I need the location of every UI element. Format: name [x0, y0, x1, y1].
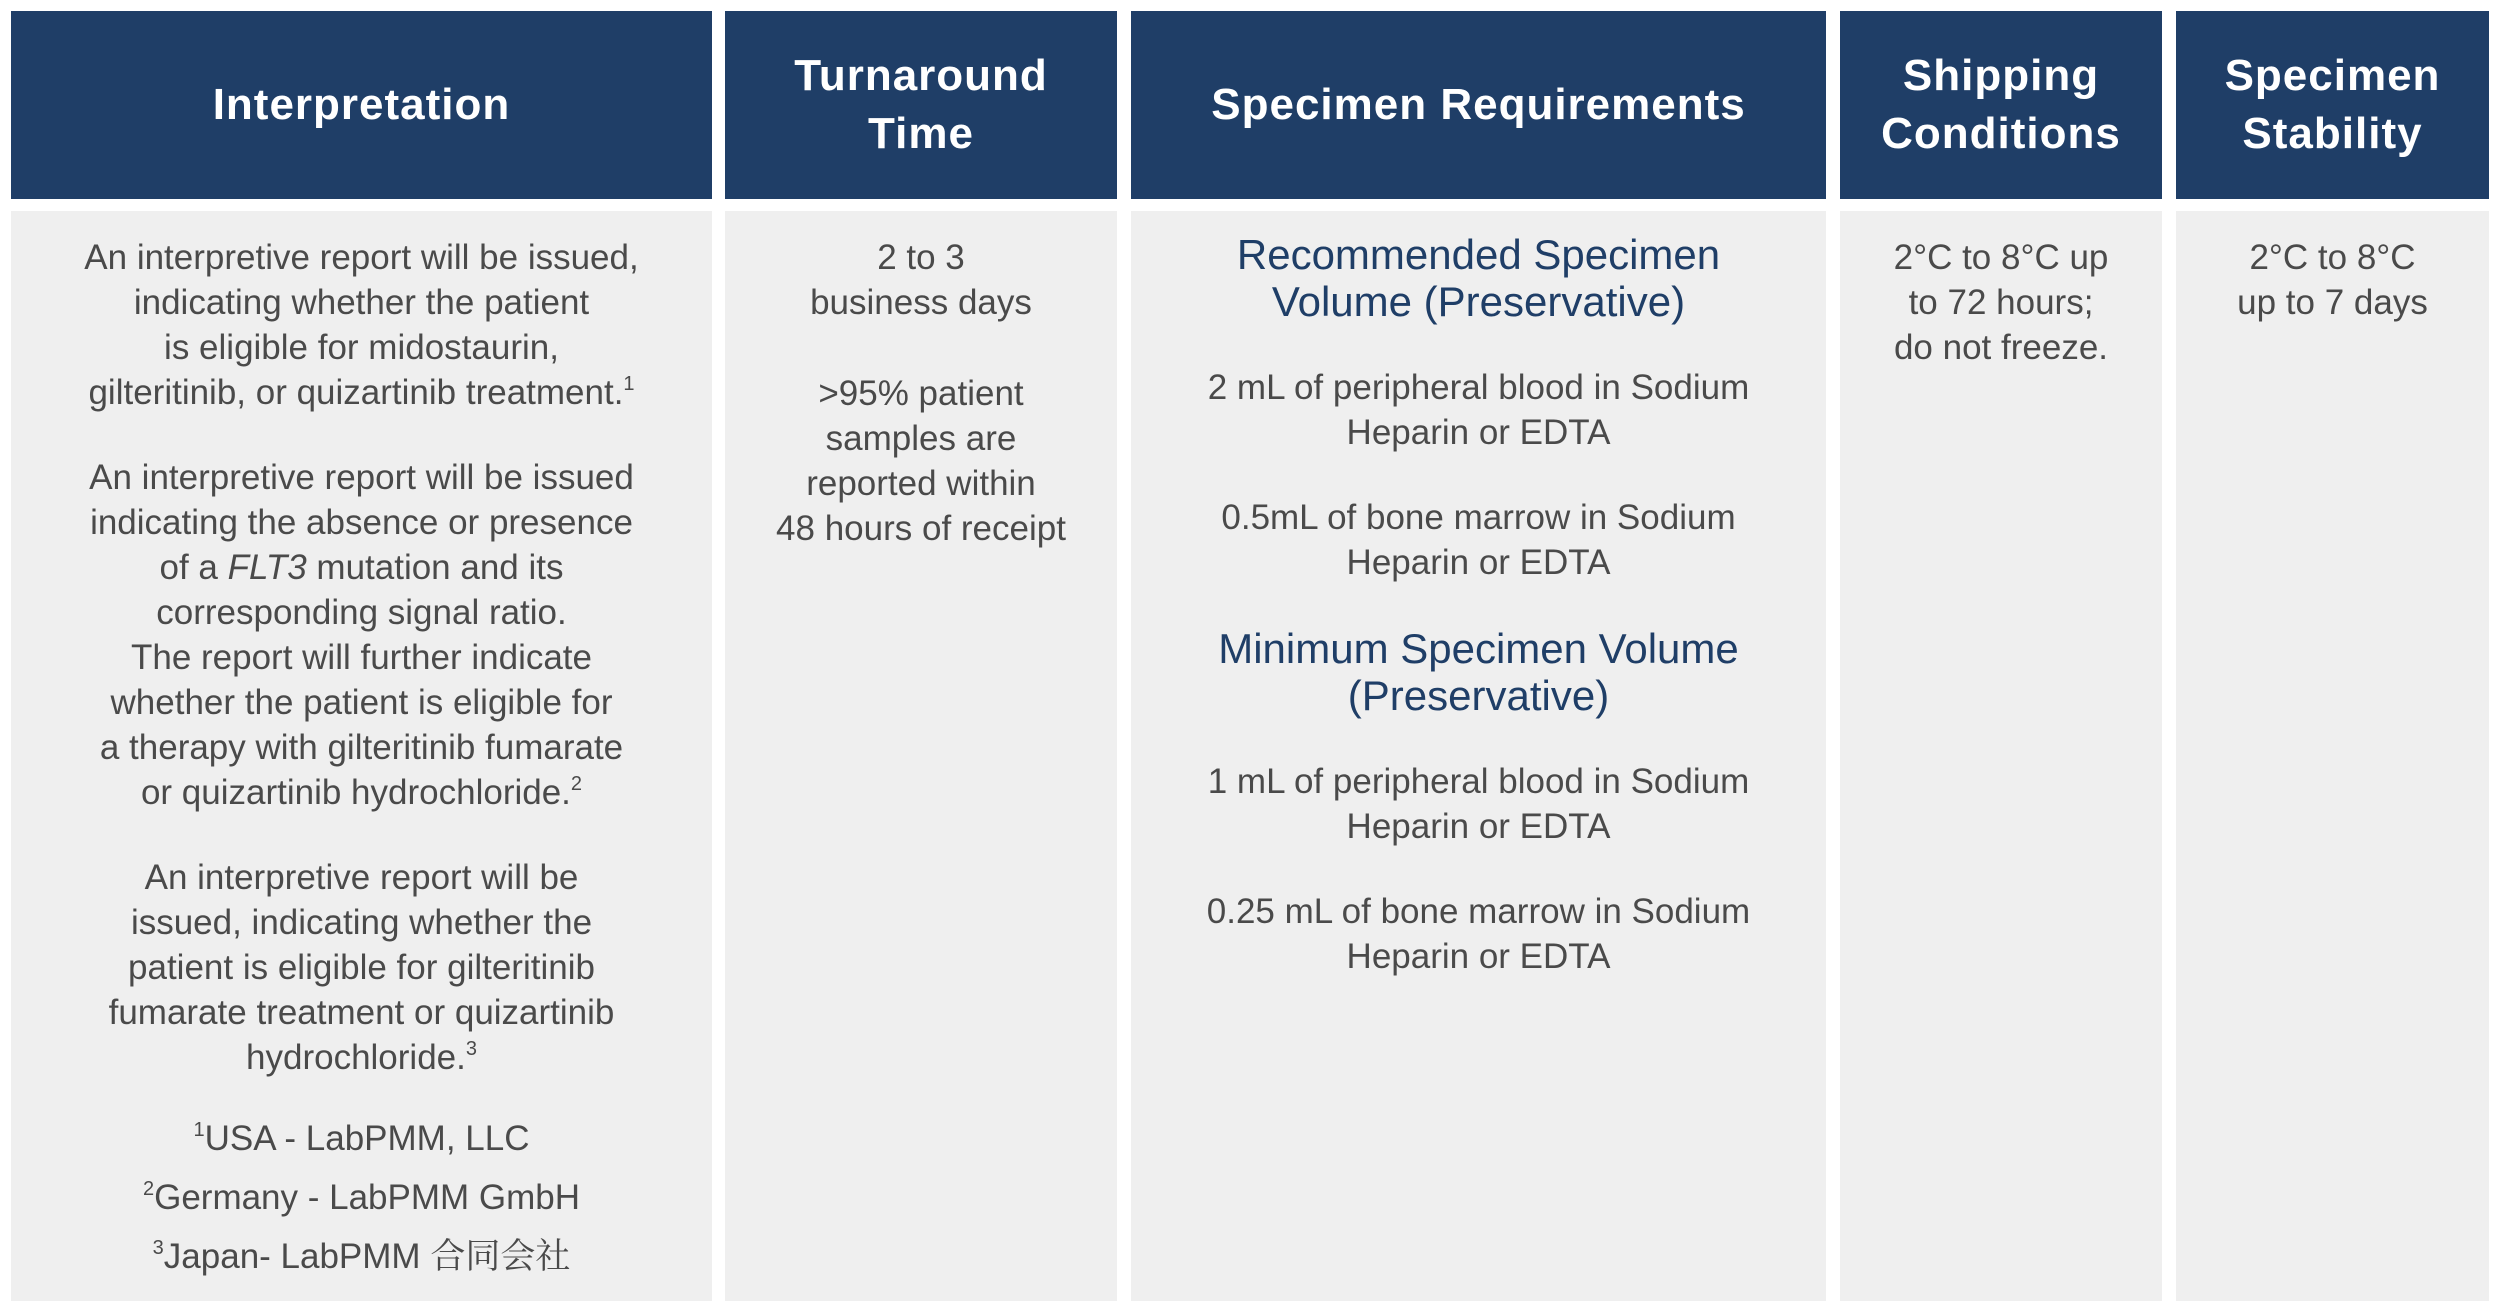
text-line: to 72 hours;: [1908, 283, 2094, 322]
header-line: Shipping: [1902, 51, 2100, 100]
stability-text: [2176, 235, 2489, 325]
footnote-marker: 1: [623, 373, 635, 395]
interpretation-body: [11, 211, 712, 1301]
minimum-item-blood: [1131, 759, 1826, 849]
text-line: [11, 770, 712, 815]
column-shipping-conditions: [1840, 11, 2162, 1301]
lab-name: Germany - LabPMM GmbH: [154, 1178, 581, 1217]
text-line: Heparin or EDTA: [1346, 413, 1611, 452]
footnote-marker: 2: [142, 1178, 155, 1200]
text-line: 0.25 mL of bone marrow in Sodium: [1206, 892, 1751, 931]
heading-line: Minimum Specimen Volume: [1218, 625, 1739, 672]
text-line: 0.5mL of bone marrow in Sodium: [1221, 498, 1736, 537]
header-shipping-conditions: [1840, 11, 2162, 199]
lab-footnote-japan: [11, 1234, 712, 1279]
text-line: An interpretive report will be issued: [89, 458, 634, 497]
text-fragment: mutation and its: [306, 548, 564, 587]
column-turnaround-time: [725, 11, 1117, 1301]
text-line: Heparin or EDTA: [1346, 807, 1611, 846]
gene-name: FLT3: [227, 548, 307, 587]
text-fragment: of a: [159, 548, 228, 587]
minimum-item-marrow: [1131, 889, 1826, 979]
text-line: The report will further indicate: [130, 638, 593, 677]
text-line: [11, 545, 712, 590]
header-line: Turnaround: [794, 51, 1048, 100]
lab-footnote-usa: [11, 1116, 712, 1161]
text-line: An interpretive report will be issued,: [84, 238, 639, 277]
column-interpretation: [11, 11, 712, 1301]
text-line: >95% patient: [818, 374, 1024, 413]
column-specimen-requirements: [1131, 11, 1826, 1301]
header-specimen-requirements: [1131, 11, 1826, 199]
lab-footnotes: [11, 1116, 712, 1279]
text-line: issued, indicating whether the: [130, 903, 593, 942]
text-line: patient is eligible for gilteritinib: [128, 948, 595, 987]
column-specimen-stability: [2176, 11, 2489, 1301]
footnote-marker: 1: [193, 1119, 205, 1141]
header-interpretation: [11, 11, 712, 199]
text-line: 2 to 3: [877, 238, 965, 277]
heading-line: (Preservative): [1347, 672, 1610, 719]
header-line: Specimen Requirements: [1211, 80, 1746, 129]
header-line: Conditions: [1881, 109, 2121, 158]
heading-line: Recommended Specimen: [1236, 231, 1721, 278]
lab-footnote-germany: [11, 1175, 712, 1220]
recommended-item-marrow: [1131, 495, 1826, 585]
text-line: Heparin or EDTA: [1346, 937, 1611, 976]
text-line: 2°C to 8°C: [2249, 238, 2416, 277]
shipping-text: [1840, 235, 2162, 370]
text-line: 1 mL of peripheral blood in Sodium: [1207, 762, 1750, 801]
stability-body: [2176, 211, 2489, 1301]
text-fragment: hydrochloride.: [246, 1038, 466, 1077]
text-line: a therapy with gilteritinib fumarate: [99, 728, 624, 767]
text-line: 48 hours of receipt: [776, 509, 1066, 548]
footnote-marker: 3: [465, 1038, 477, 1060]
text-line: up to 7 days: [2237, 283, 2428, 322]
text-fragment: gilteritinib, or quizartinib treatment.: [88, 373, 624, 412]
text-line: 2 mL of peripheral blood in Sodium: [1207, 368, 1750, 407]
specimen-body: [1131, 211, 1826, 1301]
text-line: [11, 1035, 712, 1080]
text-line: indicating whether the patient: [133, 283, 590, 322]
text-line: reported within: [806, 464, 1036, 503]
recommended-volume-heading: [1131, 231, 1826, 325]
shipping-body: [1840, 211, 2162, 1301]
text-line: samples are: [825, 419, 1017, 458]
footnote-marker: 3: [152, 1237, 164, 1259]
text-line: is eligible for midostaurin,: [164, 328, 559, 367]
header-specimen-stability: [2176, 11, 2489, 199]
text-line: corresponding signal ratio.: [156, 593, 567, 632]
text-line: do not freeze.: [1893, 328, 2109, 367]
text-line: fumarate treatment or quizartinib: [108, 993, 615, 1032]
text-line: [11, 370, 712, 415]
recommended-item-blood: [1131, 365, 1826, 455]
header-line: Stability: [2242, 109, 2423, 158]
turnaround-days: [725, 235, 1117, 325]
turnaround-percentage: [725, 371, 1117, 551]
text-line: indicating the absence or presence: [90, 503, 633, 542]
footnote-marker: 2: [570, 773, 583, 795]
header-line: Time: [868, 109, 974, 158]
lab-name: Japan- LabPMM 合同会社: [163, 1237, 571, 1276]
text-line: Heparin or EDTA: [1346, 543, 1611, 582]
text-line: An interpretive report will be: [144, 858, 579, 897]
header-line: Specimen: [2224, 51, 2441, 100]
interpretation-paragraph-3: [11, 855, 712, 1080]
text-line: 2°C to 8°C up: [1893, 238, 2109, 277]
interpretation-paragraph-2: [11, 455, 712, 815]
text-line: whether the patient is eligible for: [110, 683, 613, 722]
text-line: business days: [810, 283, 1032, 322]
minimum-volume-heading: [1131, 625, 1826, 719]
turnaround-body: [725, 211, 1117, 1301]
lab-name: USA - LabPMM, LLC: [204, 1119, 530, 1158]
text-fragment: or quizartinib hydrochloride.: [140, 773, 571, 812]
heading-line: Volume (Preservative): [1271, 278, 1686, 325]
header-turnaround-time: [725, 11, 1117, 199]
interpretation-paragraph-1: [11, 235, 712, 415]
header-line: Interpretation: [212, 80, 511, 129]
